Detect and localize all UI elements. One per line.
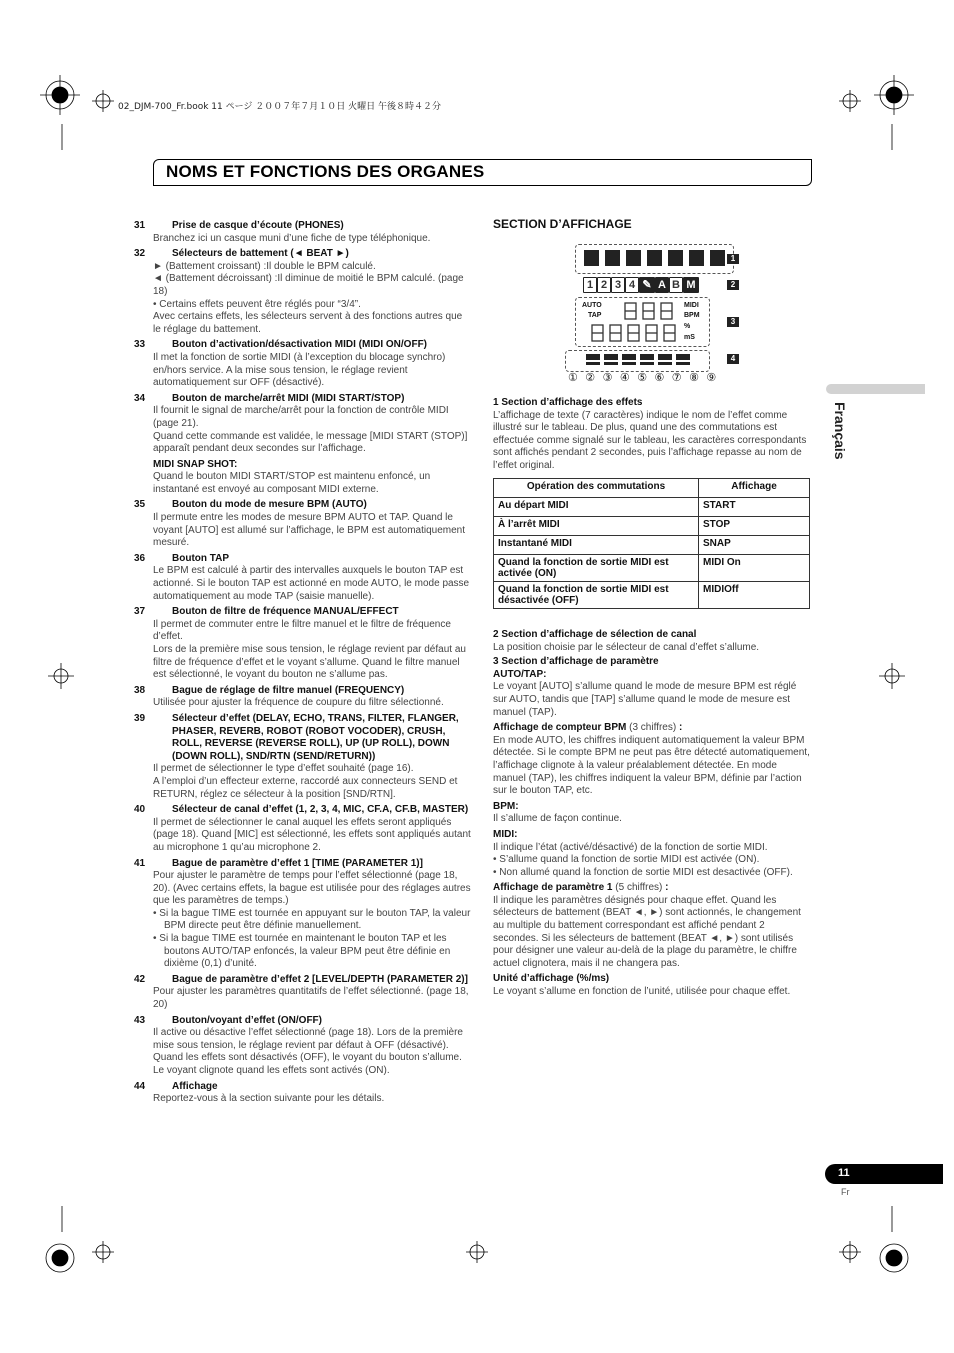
bpm-text: Il s’allume de façon continue. xyxy=(493,813,622,825)
item-number: 34 xyxy=(134,392,146,404)
item-text: Pour ajuster le paramètre de temps pour l’effet sélectionné (page 18, 20). (Avec certains effets, la bague est utilisée pour des réglages autres que les paramètres de temps.) xyxy=(153,870,471,907)
segment-number: ② xyxy=(585,372,596,384)
table-cell: Quand la fonction de sortie MIDI est désactivée (OFF) xyxy=(494,582,699,609)
item-heading xyxy=(134,220,471,233)
item-text: Branchez ici un casque muni d’une fiche de type téléphonique. xyxy=(153,232,431,244)
item-text: Il fournit le signal de marche/arrêt pour la fonction de contrôle MIDI (page 21). xyxy=(153,405,449,429)
table-cell: Instantané MIDI xyxy=(494,536,699,555)
language-label: Français xyxy=(832,402,848,460)
section-2-heading: 2 Section d’affichage de sélection de canal xyxy=(493,629,697,640)
item-title: Bouton de marche/arrêt MIDI (MIDI START/STOP) xyxy=(172,392,405,404)
item-title: Bague de paramètre d’effet 2 [LEVEL/DEPTH (PARAMETER 2)] xyxy=(172,973,468,985)
callout-2: 2 xyxy=(727,280,739,290)
item-heading xyxy=(134,248,471,261)
item-number: 33 xyxy=(134,339,146,351)
auto-indicator: AUTO xyxy=(582,302,602,309)
table-row xyxy=(494,498,810,517)
item-title: Sélecteur d’effet (DELAY, ECHO, TRANS, FILTER, FLANGER, PHASER, REVERB, ROBOT (ROBOT VOCODER), CRUSH, ROLL, REVERSE (REVERSE ROLL), UP (UP ROLL), DOWN (DOWN ROLL), SND/RTN (SEND/RETURN)) xyxy=(172,712,459,762)
item-number: 41 xyxy=(134,857,146,869)
table-cell: MIDI On xyxy=(699,555,810,582)
param1-sub: (5 chiffres) xyxy=(615,882,663,894)
item-text: Quand le bouton MIDI START/STOP est maintenu enfoncé, un instantané est envoyé au composant MIDI externe. xyxy=(153,471,431,495)
param-digits-icon xyxy=(588,322,680,344)
item-number: 31 xyxy=(134,220,146,231)
table-row xyxy=(494,555,810,582)
page-title: NOMS ET FONCTIONS DES ORGANES xyxy=(166,162,485,181)
unit-text: Le voyant s’allume en fonction de l’unité, utilisée pour chaque effet. xyxy=(493,986,791,998)
midi-text: Il indique l’état (activé/désactivé) de la fonction de sortie MIDI. xyxy=(493,841,768,853)
item-title: MIDI SNAP SHOT: xyxy=(153,458,238,470)
item-text: Reportez-vous à la section suivante pour les détails. xyxy=(153,1093,385,1105)
item-heading xyxy=(134,712,471,763)
segment-number: ⑨ xyxy=(706,372,717,384)
switch-table xyxy=(493,478,810,609)
page-language: Fr xyxy=(841,1187,850,1197)
bpmcount-text: En mode AUTO, les chiffres indiquent automatiquement la valeur BPM détectée. Si le compte BPM ne peut pas être détecté automatiquement, l’affichage clignote à la valeur préalablement détectée. En mode manuel (TAP), les chiffres indiquent la valeur BPM, définie par l’action sur le bouton TAP, etc. xyxy=(493,734,810,797)
table-cell: SNAP xyxy=(699,536,810,555)
page-number: 11 xyxy=(838,1167,850,1179)
item-title: Bouton de filtre de fréquence MANUAL/EFFECT xyxy=(172,606,399,618)
segment-number: ⑧ xyxy=(689,372,699,384)
channel-master: M xyxy=(683,277,699,293)
section-title: SECTION D’AFFICHAGE xyxy=(493,217,632,231)
segment-number: ① xyxy=(568,372,578,384)
item-title: Bague de réglage de filtre manuel (FREQUENCY) xyxy=(172,684,405,696)
item-heading xyxy=(134,392,471,406)
item-number: 39 xyxy=(134,712,146,724)
unit-heading: Unité d’affichage (%/ms) xyxy=(493,973,610,985)
callout-3: 3 xyxy=(727,317,739,327)
effect-text-display xyxy=(575,244,734,274)
item-number: 37 xyxy=(134,606,146,618)
table-row xyxy=(494,536,810,555)
item-number: 44 xyxy=(134,1080,146,1092)
table-cell: START xyxy=(699,498,810,517)
parameter-display xyxy=(575,297,710,347)
item-text: Quand cette commande est validée, le message [MIDI START (STOP)] apparaît pendant deux secondes sur l’affichage. xyxy=(153,430,468,455)
item-title: Bouton du mode de mesure BPM (AUTO) xyxy=(172,499,367,511)
bpm-heading: BPM: xyxy=(493,800,519,812)
item-heading xyxy=(134,804,471,817)
channel-b: B xyxy=(669,277,683,293)
section-2-text: La position choisie par le sélecteur de canal d’effet s’allume. xyxy=(493,641,760,653)
table-cell: Quand la fonction de sortie MIDI est activée (ON) xyxy=(494,555,699,582)
percent-indicator: % xyxy=(684,323,691,330)
section-3-heading: 3 Section d’affichage de paramètre xyxy=(493,656,659,668)
autotap-heading: AUTO/TAP: xyxy=(493,668,547,680)
table-cell: À l’arrêt MIDI xyxy=(494,517,699,536)
item-text: ► (Battement croissant) :Il double le BPM calculé. xyxy=(153,260,376,272)
item-heading xyxy=(134,606,471,619)
callout-1: 1 xyxy=(727,254,739,264)
item-number: 38 xyxy=(134,684,146,696)
bpmcount-heading: Affichage de compteur BPM xyxy=(493,722,627,734)
item-title: Affichage xyxy=(172,1080,218,1092)
item-heading xyxy=(134,339,471,352)
item-heading xyxy=(153,459,471,472)
segment-number: ⑦ xyxy=(671,372,682,384)
callout-4: 4 xyxy=(727,354,739,364)
print-header: 02_DJM-700_Fr.book 11 ページ ２００７年７月１０日 火曜日 午後８時４２分 xyxy=(118,102,441,112)
segment-number: ④ xyxy=(619,372,630,384)
item-heading xyxy=(134,499,471,512)
item-text: • Certains effets peuvent être réglés pour “3/4”. xyxy=(153,298,361,310)
channel-3: 3 xyxy=(611,277,625,293)
item-number: 32 xyxy=(134,248,146,260)
table-cell: Au départ MIDI xyxy=(494,498,699,517)
segment-number: ⑥ xyxy=(654,372,665,384)
item-number: 36 xyxy=(134,552,146,564)
item-text: Il permute entre les modes de mesure BPM AUTO et TAP. Quand le voyant [AUTO] est allumé sur l’affichage, le BPM est automatiquement mesuré. xyxy=(153,512,466,549)
segment-numbers xyxy=(568,371,728,387)
param1-text: Il indique les paramètres désignés pour chaque effet. Quand les sélecteurs de battement (BEAT ◄, ►) sont actionnés, le changement au multiple du battement correspondant est affiché pendant 2 secondes. Si les sélecteurs de battement (BEAT ◄, ►) sont utilisés pour désigner une valeur au-delà de la plage du paramètre, le chiffre actuel clignotera, mais il ne changera pas. xyxy=(493,894,801,969)
item-number: 43 xyxy=(134,1014,146,1026)
item-text: Pour ajuster les paramètres quantitatifs de l’effet sélectionné. (page 18, 20) xyxy=(153,986,469,1011)
table-cell: MIDIOff xyxy=(699,582,810,609)
item-text: Il active ou désactive l’effet sélectionné (page 18). Lors de la première mise sous tension, le réglage revient par défaut à OFF (désactivé). Quand les effets sont désactivés (OFF), le voyant du bouton s’allume. Le voyant clignote quand les effets sont activés (ON). xyxy=(153,1027,463,1076)
tap-indicator: TAP xyxy=(588,312,602,319)
item-heading xyxy=(134,552,471,566)
item-title: Bouton TAP xyxy=(172,552,230,564)
channel-1: 1 xyxy=(583,277,597,293)
param1-heading: Affichage de paramètre 1 xyxy=(493,882,613,894)
side-tab xyxy=(826,384,925,394)
bpm-digits-icon xyxy=(621,300,681,322)
bpmcount-sub: (3 chiffres) xyxy=(629,722,677,734)
channel-2: 2 xyxy=(597,277,611,293)
table-header-row xyxy=(494,479,810,498)
midi-bullet-2: • Non allumé quand la fonction de sortie MIDI est desactivée (OFF). xyxy=(493,866,793,878)
item-title: Bague de paramètre d’effet 1 [TIME (PARAMETER 1)] xyxy=(172,857,423,869)
autotap-text: Le voyant [AUTO] s’allume quand le mode de mesure BPM est réglé sur AUTO, tandis que [TAP] s’allume quand le mode de mesure est manuel (TAP). xyxy=(493,681,797,718)
item-number: 42 xyxy=(134,973,146,985)
channel-display xyxy=(577,275,709,295)
item-text: Lors de la première mise sous tension, le réglage revient par défaut au filtre de fréquence d’effet et le voyant s’allume. Quand le filtre manuel est sélectionné, le voyant du bouton ne s’allume pas. xyxy=(153,644,466,681)
left-column xyxy=(134,218,471,1109)
midi-bullet-1: • S’allume quand la fonction de sortie MIDI est activée (ON). xyxy=(493,854,760,866)
channel-a: A xyxy=(655,277,669,293)
level-meter-display xyxy=(565,350,710,372)
item-text: A l’emploi d’un effecteur externe, raccordé aux connecteurs SEND et RETURN, réglez ce sélecteur à la position [SND/RTN]. xyxy=(153,775,458,800)
table-cell: STOP xyxy=(699,517,810,536)
midi-indicator: MIDI xyxy=(684,302,699,309)
right-column-bottom: 2 Section d’affichage de sélection de canal La position choisie par le sélecteur de canal d’effet s’allume. 3 Section d’affichage de paramètre AUTO/TAP: Le voyant [AUTO] s’allume quand le mode de mesure BPM est réglé sur AUTO, tandis que [TAP] s’allume quand le mode de mesure est manuel (TAP). Affichage de compteur BPM (3 chiffres) : En mode AUTO, les chiffres indiquent automatiquement la valeur BPM détectée. Si le compte BPM ne peut pas être détecté automatiquement, l’affichage clignote à la valeur préalablement détectée. En mode manuel (TAP), les chiffres indiquent la valeur BPM, définie par l’action sur le bouton TAP, etc. BPM: Il s’allume de façon continue. MIDI: Il indique l’état (activé/désactivé) de la fonction de sortie MIDI. • S’allume quand la fonction de sortie MIDI est activée (ON). • Non allumé quand la fonction de sortie MIDI est desactivée (OFF). Affichage de paramètre 1 (5 chiffres) : Il indique les paramètres désignés pour chaque effet. Quand les sélecteurs de battement (BEAT ◄, ►) sont actionnés, le changement au multiple du battement correspondant est affiché pendant 2 secondes. Si les sélecteurs de battement (BEAT ◄, ►) sont utilisés pour désigner une valeur au-delà de la plage du paramètre, le chiffre actuel clignotera, mais il ne changera pas. Unité d’affichage (%/ms) Le voyant s’allume en fonction de l’unité, utilisée pour chaque effet. xyxy=(493,629,810,998)
table-header-operation: Opération des commutations xyxy=(494,479,699,498)
item-heading xyxy=(134,857,471,871)
item-title: Bouton/voyant d’effet (ON/OFF) xyxy=(172,1014,322,1026)
item-title: Sélecteurs de battement (◄ BEAT ►) xyxy=(172,248,349,260)
ms-indicator: mS xyxy=(684,334,695,341)
channel-4: 4 xyxy=(625,277,639,293)
item-text: Utilisée pour ajuster la fréquence de coupure du filtre sélectionné. xyxy=(153,697,444,709)
item-heading xyxy=(134,1080,471,1094)
item-text: Avec certains effets, les sélecteurs servent à des fonctions autres que le réglage du battement. xyxy=(153,311,463,335)
item-title: Prise de casque d’écoute (PHONES) xyxy=(172,220,344,231)
item-number: 35 xyxy=(134,499,146,511)
item-number: 40 xyxy=(134,804,146,816)
item-text: Le BPM est calculé à partir des intervalles auxquels le bouton TAP est actionné. Si le bouton TAP est actionné en mode AUTO, le mode passe automatiquement au mode TAP (saisie manuelle). xyxy=(153,565,470,602)
bpm-indicator: BPM xyxy=(684,312,700,319)
table-header-display: Affichage xyxy=(699,479,810,498)
table-row xyxy=(494,517,810,536)
item-text: Il met la fonction de sortie MIDI (à l’exception du blocage synchro) en/hors service. A la mise sous tension, le réglage revient automatiquement sur OFF (désactivé). xyxy=(153,351,446,389)
section-1-heading: 1 Section d’affichage des effets xyxy=(493,397,643,408)
segment-number: ③ xyxy=(602,372,613,384)
mic-icon: ✎ xyxy=(639,277,655,293)
item-title: Bouton d’activation/désactivation MIDI (MIDI ON/OFF) xyxy=(172,339,428,351)
item-text: • Si la bague TIME est tournée en maintenant le bouton TAP et les boutons AUTO/TAP enfoncés, la valeur BPM peut être définie en dixième (0,1) d’unité. xyxy=(153,933,451,970)
item-text: ◄ (Battement décroissant) :Il diminue de moitié le BPM calculé. (page 18) xyxy=(153,273,464,297)
meter-bars-icon xyxy=(566,351,707,369)
item-heading xyxy=(134,684,471,698)
item-heading xyxy=(134,1014,471,1028)
item-text: • Si la bague TIME est tournée en appuyant sur le bouton TAP, la valeur BPM directe peut être définie manuellement. xyxy=(153,907,471,932)
item-heading xyxy=(134,973,471,987)
item-title: Sélecteur de canal d’effet (1, 2, 3, 4, MIC, CF.A, CF.B, MASTER) xyxy=(172,804,469,816)
dot-matrix-icon xyxy=(576,245,731,271)
item-text: Il permet de sélectionner le canal auquel les effets seront appliqués (page 18). Quand [MIC] est sélectionné, les effets sont appliqués autant au microphone 1 qu’au microphone 2. xyxy=(153,816,471,853)
item-text: Il permet de commuter entre le filtre manuel et le filtre de fréquence d’effet. xyxy=(153,618,451,643)
table-row xyxy=(494,582,810,609)
item-text: Il permet de sélectionner le type d’effet souhaité (page 16). xyxy=(153,763,414,775)
midi-heading: MIDI: xyxy=(493,828,518,840)
page-title-box xyxy=(153,159,812,186)
section-1-text: L’affichage de texte (7 caractères) indique le nom de l’effet comme illustré sur le tableau. De plus, quand une des commutations est effectuée comme signalé sur le tableau, les caractères correspondants sont affichés pendant 2 secondes, puis l’affichage repasse au nom de l’effet original. xyxy=(493,409,807,471)
right-column-top xyxy=(493,395,810,473)
segment-number: ⑤ xyxy=(637,372,648,384)
